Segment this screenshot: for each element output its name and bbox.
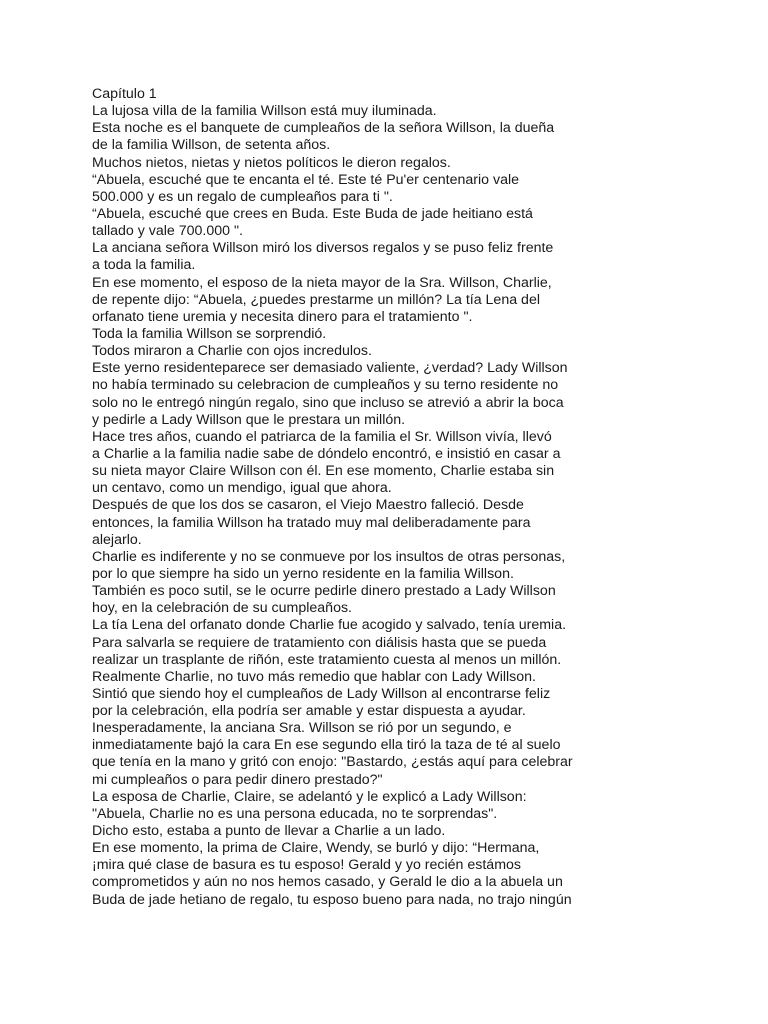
text-line: mi cumpleaños o para pedir dinero prestado?" — [92, 771, 383, 788]
text-line: Realmente Charlie, no tuvo más remedio que hablar con Lady Willson. — [92, 668, 536, 685]
text-line: "Abuela, Charlie no es una persona educada, no te sorprendas". — [92, 805, 498, 822]
text-line: por la celebración, ella podría ser amable y estar dispuesta a ayudar. — [92, 703, 526, 720]
text-line: Después de que los dos se casaron, el Viejo Maestro falleció. Desde — [92, 497, 524, 514]
text-line: Buda de jade hetiano de regalo, tu esposo bueno para nada, no trajo ningún — [92, 891, 572, 908]
text-line: de la familia Willson, de setenta años. — [92, 137, 331, 154]
text-line: “Abuela, escuché que crees en Buda. Este Buda de jade heitiano está — [92, 205, 533, 222]
text-line: En ese momento, el esposo de la nieta mayor de la Sra. Willson, Charlie, — [92, 274, 552, 291]
text-line: Toda la familia Willson se sorprendió. — [92, 325, 327, 342]
text-line: La tía Lena del orfanato donde Charlie fue acogido y salvado, tenía uremia. — [92, 617, 567, 634]
text-line: solo no le entregó ningún regalo, sino que incluso se atrevió a abrir la boca — [92, 394, 564, 411]
document-text — [92, 86, 592, 909]
text-line: Este yerno residenteparece ser demasiado valiente, ¿verdad? Lady Willson — [92, 360, 568, 377]
text-line: alejarlo. — [92, 531, 142, 548]
text-line: La esposa de Charlie, Claire, se adelantó y le explicó a Lady Willson: — [92, 788, 527, 805]
text-line: entonces, la familia Willson ha tratado muy mal deliberadamente para — [92, 514, 531, 531]
text-line: realizar un trasplante de riñón, este tratamiento cuesta al menos un millón. — [92, 651, 562, 668]
text-line: ¡mira qué clase de basura es tu esposo! Gerald y yo recién estámos — [92, 857, 521, 874]
text-line: Hace tres años, cuando el patriarca de la familia el Sr. Willson vivía, llevó — [92, 428, 552, 445]
chapter-heading: Capítulo 1 — [92, 86, 157, 102]
text-line: La anciana señora Willson miró los diversos regalos y se puso feliz frente — [92, 240, 554, 257]
text-line: su nieta mayor Claire Willson con él. En ese momento, Charlie estaba sin — [92, 463, 555, 480]
text-line: por lo que siempre ha sido un yerno residente en la familia Willson. — [92, 565, 514, 582]
text-line: de repente dijo: “Abuela, ¿puedes prestarme un millón? La tía Lena del — [92, 291, 540, 308]
text-line: Sintió que siendo hoy el cumpleaños de Lady Willson al encontrarse feliz — [92, 685, 551, 702]
text-line: Charlie es indiferente y no se conmueve por los insultos de otras personas, — [92, 548, 566, 565]
text-line: Dicho esto, estaba a punto de llevar a Charlie a un lado. — [92, 823, 446, 840]
text-line: hoy, en la celebración de su cumpleaños. — [92, 600, 353, 617]
text-line: tallado y vale 700.000 ". — [92, 223, 243, 240]
text-line: Todos miraron a Charlie con ojos incredulos. — [92, 343, 372, 360]
text-line: inmediatamente bajó la cara En ese segundo ella tiró la taza de té al suelo — [92, 737, 561, 754]
text-line: En ese momento, la prima de Claire, Wendy, se burló y dijo: “Hermana, — [92, 840, 540, 857]
text-line: y pedirle a Lady Willson que le prestara un millón. — [92, 411, 406, 428]
text-line: Para salvarla se requiere de tratamiento con diálisis hasta que se pueda — [92, 634, 547, 651]
text-line: Esta noche es el banquete de cumpleaños de la señora Willson, la dueña — [92, 120, 555, 137]
text-line: Inesperadamente, la anciana Sra. Willson se rió por un segundo, e — [92, 720, 512, 737]
text-line: Muchos nietos, nietas y nietos políticos le dieron regalos. — [92, 154, 451, 171]
text-line: un centavo, como un mendigo, igual que ahora. — [92, 480, 392, 497]
text-line: que tenía en la mano y gritó con enojo: "Bastardo, ¿estás aquí para celebrar — [92, 754, 573, 771]
text-line: orfanato tiene uremia y necesita dinero para el tratamiento ". — [92, 308, 473, 325]
text-line: La lujosa villa de la familia Willson está muy iluminada. — [92, 103, 437, 120]
text-line: no había terminado su celebracion de cumpleaños y su terno residente no — [92, 377, 559, 394]
text-line: comprometidos y aún no nos hemos casado, y Gerald le dio a la abuela un — [92, 874, 563, 891]
text-line: “Abuela, escuché que te encanta el té. Este té Pu'er centenario vale — [92, 171, 520, 188]
text-line: a toda la familia. — [92, 257, 196, 274]
text-line: También es poco sutil, se le ocurre pedirle dinero prestado a Lady Willson — [92, 583, 556, 600]
text-line: 500.000 y es un regalo de cumpleaños para ti ". — [92, 188, 393, 205]
text-line: a Charlie a la familia nadie sabe de dóndelo encontró, e insistió en casar a — [92, 445, 561, 462]
